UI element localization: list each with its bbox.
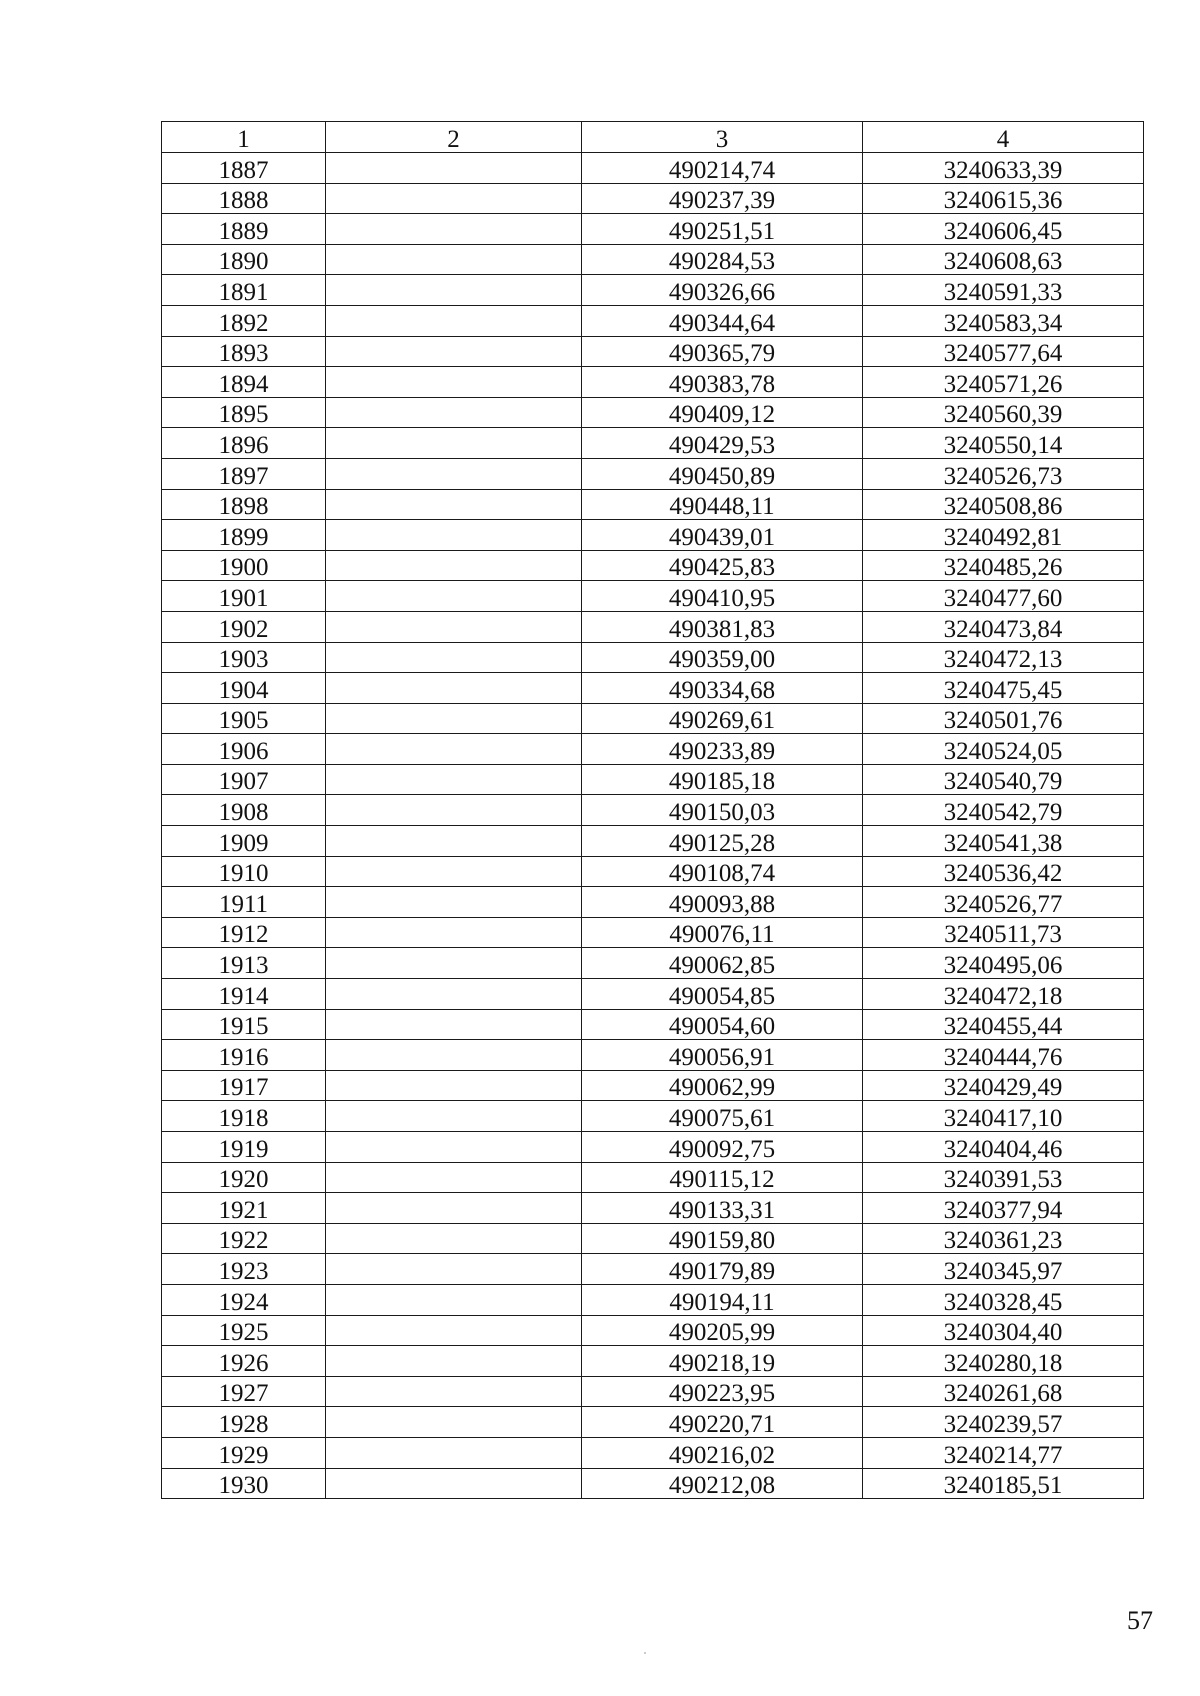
- x-coordinate-cell: 490076,11: [582, 917, 863, 948]
- x-coordinate-cell: 490233,89: [582, 734, 863, 765]
- table-row: [162, 214, 1144, 245]
- x-coordinate-cell: 490062,99: [582, 1070, 863, 1101]
- point-number-cell: 1887: [162, 153, 326, 184]
- point-number-cell: 1895: [162, 397, 326, 428]
- empty-cell: [326, 1315, 582, 1346]
- empty-cell: [326, 673, 582, 704]
- table-row: [162, 397, 1144, 428]
- empty-cell: [326, 1070, 582, 1101]
- y-coordinate-cell: 3240577,64: [863, 336, 1144, 367]
- y-coordinate-cell: 3240472,18: [863, 979, 1144, 1010]
- y-coordinate-cell: 3240508,86: [863, 489, 1144, 520]
- y-coordinate-cell: 3240526,73: [863, 458, 1144, 489]
- point-number-cell: 1899: [162, 520, 326, 551]
- x-coordinate-cell: 490212,08: [582, 1468, 863, 1499]
- y-coordinate-cell: 3240475,45: [863, 673, 1144, 704]
- empty-cell: [326, 520, 582, 551]
- point-number-cell: 1896: [162, 428, 326, 459]
- x-coordinate-cell: 490365,79: [582, 336, 863, 367]
- y-coordinate-cell: 3240541,38: [863, 826, 1144, 857]
- x-coordinate-cell: 490150,03: [582, 795, 863, 826]
- empty-cell: [326, 1468, 582, 1499]
- y-coordinate-cell: 3240495,06: [863, 948, 1144, 979]
- table-row: [162, 1315, 1144, 1346]
- empty-cell: [326, 550, 582, 581]
- table-row: [162, 1009, 1144, 1040]
- x-coordinate-cell: 490223,95: [582, 1376, 863, 1407]
- x-coordinate-cell: 490383,78: [582, 367, 863, 398]
- table-row: [162, 458, 1144, 489]
- header-cell-2: 2: [326, 122, 582, 153]
- point-number-cell: 1920: [162, 1162, 326, 1193]
- x-coordinate-cell: 490269,61: [582, 703, 863, 734]
- y-coordinate-cell: 3240404,46: [863, 1132, 1144, 1163]
- point-number-cell: 1914: [162, 979, 326, 1010]
- empty-cell: [326, 1132, 582, 1163]
- y-coordinate-cell: 3240345,97: [863, 1254, 1144, 1285]
- point-number-cell: 1927: [162, 1376, 326, 1407]
- empty-cell: [326, 1101, 582, 1132]
- table-row: [162, 1132, 1144, 1163]
- table-row: [162, 1070, 1144, 1101]
- y-coordinate-cell: 3240473,84: [863, 611, 1144, 642]
- empty-cell: [326, 305, 582, 336]
- empty-cell: [326, 887, 582, 918]
- x-coordinate-cell: 490429,53: [582, 428, 863, 459]
- empty-cell: [326, 428, 582, 459]
- x-coordinate-cell: 490125,28: [582, 826, 863, 857]
- header-cell-4: 4: [863, 122, 1144, 153]
- y-coordinate-cell: 3240615,36: [863, 183, 1144, 214]
- y-coordinate-cell: 3240377,94: [863, 1193, 1144, 1224]
- table-row: [162, 887, 1144, 918]
- y-coordinate-cell: 3240472,13: [863, 642, 1144, 673]
- empty-cell: [326, 856, 582, 887]
- point-number-cell: 1922: [162, 1223, 326, 1254]
- table-row: [162, 856, 1144, 887]
- table-header-row: [162, 122, 1144, 153]
- table-row: [162, 336, 1144, 367]
- y-coordinate-cell: 3240560,39: [863, 397, 1144, 428]
- point-number-cell: 1889: [162, 214, 326, 245]
- point-number-cell: 1913: [162, 948, 326, 979]
- point-number-cell: 1894: [162, 367, 326, 398]
- point-number-cell: 1906: [162, 734, 326, 765]
- point-number-cell: 1910: [162, 856, 326, 887]
- empty-cell: [326, 1376, 582, 1407]
- point-number-cell: 1890: [162, 244, 326, 275]
- table-row: [162, 979, 1144, 1010]
- point-number-cell: 1900: [162, 550, 326, 581]
- y-coordinate-cell: 3240608,63: [863, 244, 1144, 275]
- x-coordinate-cell: 490133,31: [582, 1193, 863, 1224]
- x-coordinate-cell: 490381,83: [582, 611, 863, 642]
- empty-cell: [326, 1009, 582, 1040]
- x-coordinate-cell: 490054,85: [582, 979, 863, 1010]
- point-number-cell: 1915: [162, 1009, 326, 1040]
- table-row: [162, 183, 1144, 214]
- point-number-cell: 1912: [162, 917, 326, 948]
- x-coordinate-cell: 490054,60: [582, 1009, 863, 1040]
- y-coordinate-cell: 3240328,45: [863, 1284, 1144, 1315]
- empty-cell: [326, 1284, 582, 1315]
- table-row: [162, 1223, 1144, 1254]
- table-row: [162, 642, 1144, 673]
- y-coordinate-cell: 3240417,10: [863, 1101, 1144, 1132]
- header-cell-1: 1: [162, 122, 326, 153]
- empty-cell: [326, 214, 582, 245]
- table-row: [162, 611, 1144, 642]
- x-coordinate-cell: 490159,80: [582, 1223, 863, 1254]
- y-coordinate-cell: 3240492,81: [863, 520, 1144, 551]
- table-row: [162, 1162, 1144, 1193]
- point-number-cell: 1891: [162, 275, 326, 306]
- point-number-cell: 1918: [162, 1101, 326, 1132]
- point-number-cell: 1908: [162, 795, 326, 826]
- y-coordinate-cell: 3240583,34: [863, 305, 1144, 336]
- x-coordinate-cell: 490205,99: [582, 1315, 863, 1346]
- point-number-cell: 1924: [162, 1284, 326, 1315]
- table-row: [162, 489, 1144, 520]
- point-number-cell: 1893: [162, 336, 326, 367]
- empty-cell: [326, 1437, 582, 1468]
- x-coordinate-cell: 490220,71: [582, 1407, 863, 1438]
- y-coordinate-cell: 3240550,14: [863, 428, 1144, 459]
- empty-cell: [326, 703, 582, 734]
- table-row: [162, 550, 1144, 581]
- y-coordinate-cell: 3240511,73: [863, 917, 1144, 948]
- x-coordinate-cell: 490439,01: [582, 520, 863, 551]
- point-number-cell: 1902: [162, 611, 326, 642]
- table-row: [162, 826, 1144, 857]
- x-coordinate-cell: 490334,68: [582, 673, 863, 704]
- scan-speck: [644, 1652, 646, 1654]
- point-number-cell: 1905: [162, 703, 326, 734]
- empty-cell: [326, 826, 582, 857]
- table-row: [162, 244, 1144, 275]
- table-row: [162, 764, 1144, 795]
- x-coordinate-cell: 490185,18: [582, 764, 863, 795]
- y-coordinate-cell: 3240501,76: [863, 703, 1144, 734]
- table-row: [162, 1376, 1144, 1407]
- point-number-cell: 1929: [162, 1437, 326, 1468]
- x-coordinate-cell: 490194,11: [582, 1284, 863, 1315]
- y-coordinate-cell: 3240571,26: [863, 367, 1144, 398]
- y-coordinate-cell: 3240591,33: [863, 275, 1144, 306]
- x-coordinate-cell: 490075,61: [582, 1101, 863, 1132]
- table-row: [162, 520, 1144, 551]
- point-number-cell: 1909: [162, 826, 326, 857]
- y-coordinate-cell: 3240304,40: [863, 1315, 1144, 1346]
- y-coordinate-cell: 3240524,05: [863, 734, 1144, 765]
- table-row: [162, 275, 1144, 306]
- empty-cell: [326, 979, 582, 1010]
- point-number-cell: 1904: [162, 673, 326, 704]
- point-number-cell: 1923: [162, 1254, 326, 1285]
- empty-cell: [326, 795, 582, 826]
- header-cell-3: 3: [582, 122, 863, 153]
- y-coordinate-cell: 3240536,42: [863, 856, 1144, 887]
- x-coordinate-cell: 490179,89: [582, 1254, 863, 1285]
- table-row: [162, 948, 1144, 979]
- table-row: [162, 581, 1144, 612]
- y-coordinate-cell: 3240261,68: [863, 1376, 1144, 1407]
- point-number-cell: 1917: [162, 1070, 326, 1101]
- y-coordinate-cell: 3240280,18: [863, 1346, 1144, 1377]
- point-number-cell: 1916: [162, 1040, 326, 1071]
- empty-cell: [326, 734, 582, 765]
- empty-cell: [326, 458, 582, 489]
- table-row: [162, 1101, 1144, 1132]
- table-row: [162, 1254, 1144, 1285]
- x-coordinate-cell: 490409,12: [582, 397, 863, 428]
- table-row: [162, 1468, 1144, 1499]
- x-coordinate-cell: 490284,53: [582, 244, 863, 275]
- y-coordinate-cell: 3240542,79: [863, 795, 1144, 826]
- empty-cell: [326, 1162, 582, 1193]
- table-row: [162, 1437, 1144, 1468]
- empty-cell: [326, 1193, 582, 1224]
- x-coordinate-cell: 490216,02: [582, 1437, 863, 1468]
- empty-cell: [326, 183, 582, 214]
- point-number-cell: 1897: [162, 458, 326, 489]
- point-number-cell: 1907: [162, 764, 326, 795]
- x-coordinate-cell: 490115,12: [582, 1162, 863, 1193]
- x-coordinate-cell: 490251,51: [582, 214, 863, 245]
- y-coordinate-cell: 3240185,51: [863, 1468, 1144, 1499]
- point-number-cell: 1903: [162, 642, 326, 673]
- point-number-cell: 1928: [162, 1407, 326, 1438]
- empty-cell: [326, 275, 582, 306]
- y-coordinate-cell: 3240477,60: [863, 581, 1144, 612]
- empty-cell: [326, 581, 582, 612]
- table-row: [162, 1407, 1144, 1438]
- page-number: 57: [1127, 1606, 1153, 1635]
- table-row: [162, 795, 1144, 826]
- coordinates-table: [161, 121, 1144, 1499]
- table-row: [162, 1193, 1144, 1224]
- x-coordinate-cell: 490425,83: [582, 550, 863, 581]
- empty-cell: [326, 244, 582, 275]
- point-number-cell: 1898: [162, 489, 326, 520]
- y-coordinate-cell: 3240485,26: [863, 550, 1144, 581]
- point-number-cell: 1911: [162, 887, 326, 918]
- point-number-cell: 1888: [162, 183, 326, 214]
- y-coordinate-cell: 3240526,77: [863, 887, 1144, 918]
- y-coordinate-cell: 3240361,23: [863, 1223, 1144, 1254]
- empty-cell: [326, 917, 582, 948]
- x-coordinate-cell: 490056,91: [582, 1040, 863, 1071]
- empty-cell: [326, 1346, 582, 1377]
- point-number-cell: 1925: [162, 1315, 326, 1346]
- x-coordinate-cell: 490359,00: [582, 642, 863, 673]
- empty-cell: [326, 1223, 582, 1254]
- table-row: [162, 703, 1144, 734]
- empty-cell: [326, 336, 582, 367]
- x-coordinate-cell: 490093,88: [582, 887, 863, 918]
- x-coordinate-cell: 490344,64: [582, 305, 863, 336]
- y-coordinate-cell: 3240239,57: [863, 1407, 1144, 1438]
- empty-cell: [326, 367, 582, 398]
- y-coordinate-cell: 3240444,76: [863, 1040, 1144, 1071]
- point-number-cell: 1892: [162, 305, 326, 336]
- x-coordinate-cell: 490092,75: [582, 1132, 863, 1163]
- point-number-cell: 1919: [162, 1132, 326, 1163]
- y-coordinate-cell: 3240214,77: [863, 1437, 1144, 1468]
- empty-cell: [326, 1254, 582, 1285]
- table-row: [162, 153, 1144, 184]
- x-coordinate-cell: 490326,66: [582, 275, 863, 306]
- empty-cell: [326, 489, 582, 520]
- empty-cell: [326, 642, 582, 673]
- empty-cell: [326, 1040, 582, 1071]
- y-coordinate-cell: 3240540,79: [863, 764, 1144, 795]
- empty-cell: [326, 764, 582, 795]
- x-coordinate-cell: 490218,19: [582, 1346, 863, 1377]
- empty-cell: [326, 153, 582, 184]
- x-coordinate-cell: 490410,95: [582, 581, 863, 612]
- x-coordinate-cell: 490214,74: [582, 153, 863, 184]
- empty-cell: [326, 948, 582, 979]
- table-row: [162, 305, 1144, 336]
- x-coordinate-cell: 490237,39: [582, 183, 863, 214]
- x-coordinate-cell: 490448,11: [582, 489, 863, 520]
- empty-cell: [326, 1407, 582, 1438]
- x-coordinate-cell: 490108,74: [582, 856, 863, 887]
- point-number-cell: 1901: [162, 581, 326, 612]
- table-row: [162, 1346, 1144, 1377]
- y-coordinate-cell: 3240606,45: [863, 214, 1144, 245]
- point-number-cell: 1926: [162, 1346, 326, 1377]
- empty-cell: [326, 397, 582, 428]
- table-row: [162, 428, 1144, 459]
- y-coordinate-cell: 3240429,49: [863, 1070, 1144, 1101]
- table-row: [162, 673, 1144, 704]
- y-coordinate-cell: 3240391,53: [863, 1162, 1144, 1193]
- table-row: [162, 1040, 1144, 1071]
- point-number-cell: 1921: [162, 1193, 326, 1224]
- table-row: [162, 917, 1144, 948]
- y-coordinate-cell: 3240455,44: [863, 1009, 1144, 1040]
- table-body: [162, 122, 1144, 1499]
- table-row: [162, 367, 1144, 398]
- y-coordinate-cell: 3240633,39: [863, 153, 1144, 184]
- x-coordinate-cell: 490450,89: [582, 458, 863, 489]
- table-row: [162, 1284, 1144, 1315]
- empty-cell: [326, 611, 582, 642]
- point-number-cell: 1930: [162, 1468, 326, 1499]
- x-coordinate-cell: 490062,85: [582, 948, 863, 979]
- table-row: [162, 734, 1144, 765]
